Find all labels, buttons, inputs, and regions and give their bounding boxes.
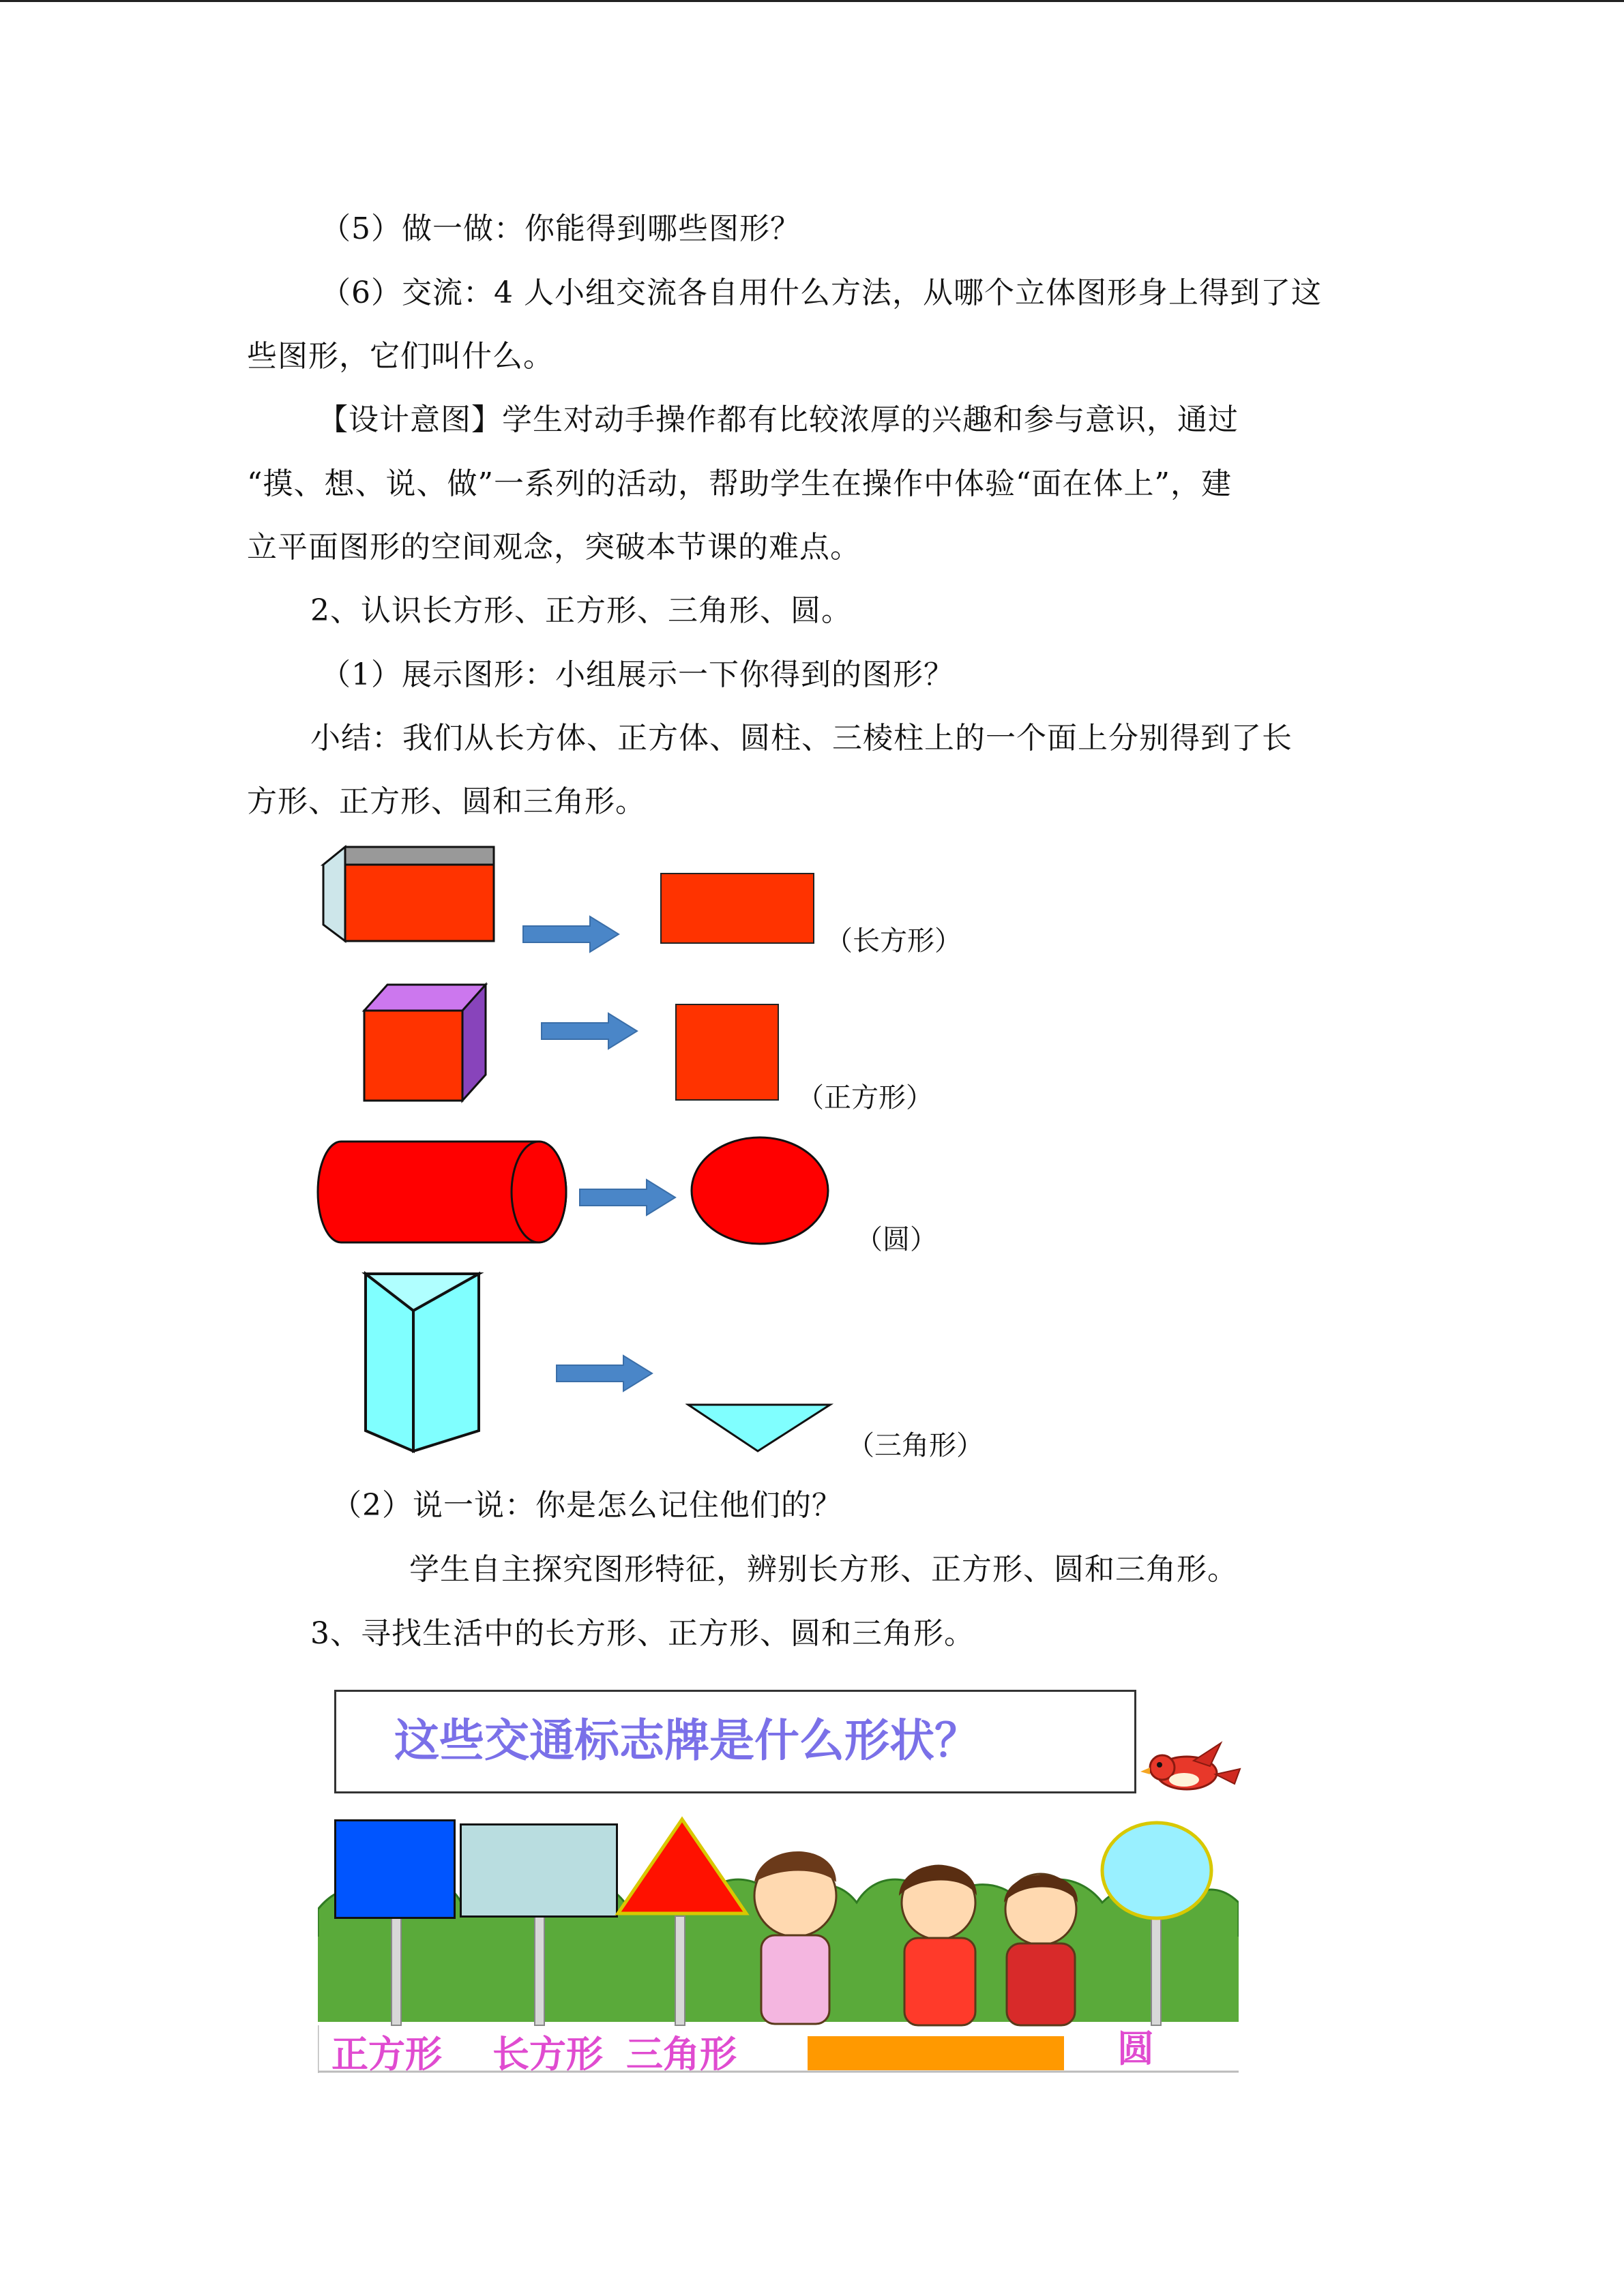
circle-face (689, 1135, 832, 1247)
triangle-face (685, 1401, 836, 1455)
cylinder-figure (314, 1137, 573, 1247)
square-sign (334, 1819, 456, 1919)
cuboid-figure (321, 844, 498, 946)
design-intent-cont1: “摸、想、说、做”一系列的活动，帮助学生在操作中体验“面在体上”，建 (247, 466, 1232, 501)
arrow-3 (578, 1177, 681, 1218)
square-face (675, 1004, 779, 1101)
question-box (334, 1690, 1136, 1793)
arrow-1 (522, 914, 624, 955)
bird-icon (1139, 1740, 1241, 1798)
step-1: （1）展示图形：小组展示一下你得到的图形？ (321, 657, 954, 692)
label-rectangle: 长方形 (492, 2032, 603, 2073)
section-3-heading: 3、寻找生活中的长方形、正方形、圆和三角形。 (310, 1616, 975, 1651)
arrow-4 (555, 1353, 658, 1394)
step-2-desc: 学生自主探究图形特征，辨别长方形、正方形、圆和三角形。 (409, 1552, 1238, 1587)
cube-figure (361, 982, 491, 1105)
traffic-scene (318, 1800, 1239, 2073)
paragraph-5: （5）做一做：你能得到哪些图形？ (321, 211, 801, 246)
caption-triangle: （三角形） (847, 1430, 984, 1461)
label-triangle: 三角形 (626, 2032, 737, 2073)
page-top-border (0, 0, 1624, 2)
summary-cont: 方形、正方形、圆和三角形。 (247, 784, 646, 819)
caption-circle: （圆） (855, 1224, 937, 1255)
caption-square: （正方形） (797, 1082, 933, 1114)
caption-rectangle: （长方形） (825, 925, 962, 957)
arrow-2 (540, 1011, 643, 1052)
rectangle-sign (460, 1823, 618, 1918)
circle-sign (1098, 1819, 1215, 1922)
design-intent: 【设计意图】学生对动手操作都有比较浓厚的兴趣和参与意识，通过 (318, 402, 1239, 437)
step-2: （2）说一说：你是怎么记住他们的？ (331, 1488, 842, 1523)
question-text: 这些交通标志牌是什么形状？ (394, 1714, 979, 1767)
summary: 小结：我们从长方体、正方体、圆柱、三棱柱上的一个面上分别得到了长 (310, 721, 1293, 756)
design-intent-cont2: 立平面图形的空间观念，突破本节课的难点。 (247, 530, 861, 565)
triangle-sign (614, 1815, 750, 1918)
section-2-heading: 2、认识长方形、正方形、三角形、圆。 (310, 593, 852, 628)
label-circle: 圆 (1117, 2027, 1154, 2070)
triangular-prism-figure (361, 1270, 484, 1455)
rectangle-face (660, 873, 814, 944)
paragraph-6: （6）交流：4 人小组交流各自用什么方法，从哪个立体图形身上得到了这 (321, 275, 1322, 310)
orange-bar (808, 2036, 1064, 2070)
label-square: 正方形 (331, 2032, 442, 2073)
paragraph-6-cont: 些图形，它们叫什么。 (247, 339, 554, 374)
children-illustration (754, 1851, 1078, 2025)
